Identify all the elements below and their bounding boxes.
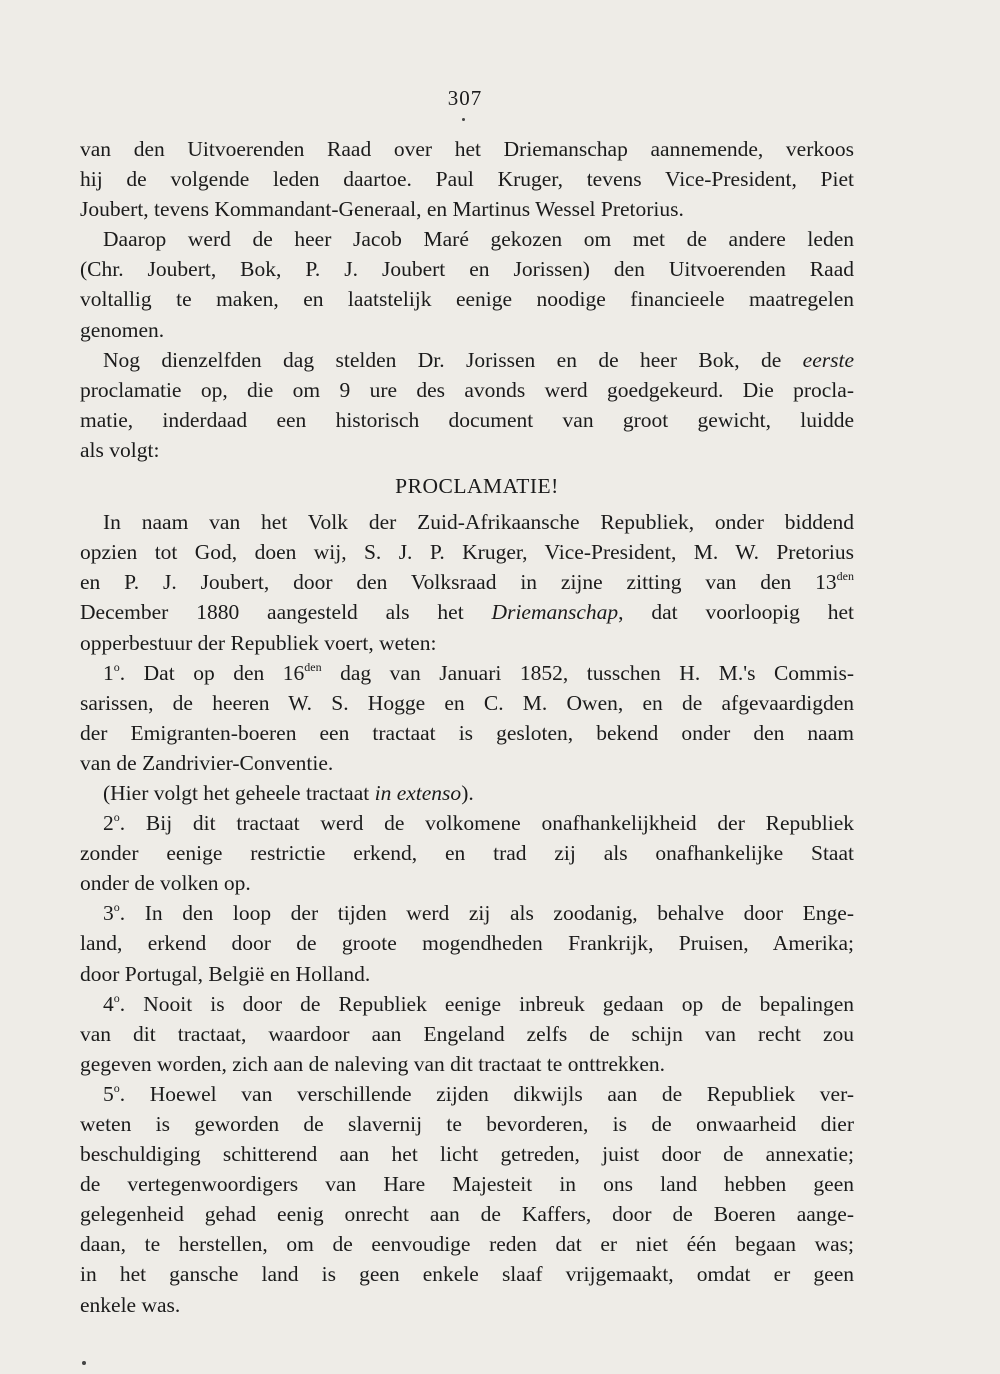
text-line: gegeven worden, zich aan de naleving van dit tractaat te onttrekken. xyxy=(80,1051,666,1076)
text-line: genomen. xyxy=(80,317,165,342)
text-run: Nog dienzelfden dag stelden Dr. Jorissen en de heer Bok, de xyxy=(103,347,782,372)
text-line: opperbestuur der Republiek voert, weten: xyxy=(80,630,437,655)
superscript: o xyxy=(113,1080,120,1095)
text-line xyxy=(80,1079,854,1109)
text-run: en P. J. Joubert, door den Volksraad in zijne zitting van den 13 xyxy=(80,570,837,595)
text-line: onder de volken op. xyxy=(80,871,251,896)
text-line: der Emigranten-boeren een tractaat is gesloten, bekend onder den naam xyxy=(80,720,854,745)
text-run: . In den loop der tijden werd zij als zoodanig, behalve door Enge- xyxy=(119,901,854,926)
print-speck xyxy=(462,118,465,121)
superscript: o xyxy=(113,990,120,1005)
text-run: 2 xyxy=(103,811,114,836)
text-line: weten is geworden de slavernij te bevorderen, is de onwaarheid dier xyxy=(80,1112,854,1136)
text-run: December 1880 aangesteld als het xyxy=(80,600,464,625)
text-line: Joubert, tevens Kommandant-Generaal, en Martinus Wessel Pretorius. xyxy=(80,197,684,222)
proclamation-heading: PROCLAMATIE! xyxy=(395,474,559,499)
text-line: door Portugal, België en Holland. xyxy=(80,961,371,986)
page-number: 307 xyxy=(447,86,483,110)
text-run: , dat voorloopig het xyxy=(618,600,855,625)
text-line: van den Uitvoerenden Raad over het Driemanschap aannemende, verkoos xyxy=(80,137,854,161)
text-line xyxy=(80,898,854,928)
text-line: voltallig te maken, en laatstelijk eenige noodige financieele maatregelen xyxy=(80,287,854,312)
italic-text: Driemanschap xyxy=(491,600,619,625)
superscript: den xyxy=(304,659,322,674)
text-run: . Hoewel van verschillende zijden dikwijls aan de Republiek ver- xyxy=(119,1081,854,1106)
text-line: hij de volgende leden daartoe. Paul Kruger, tevens Vice-President, Piet xyxy=(80,167,854,192)
text-line: van dit tractaat, waardoor aan Engeland zelfs de schijn van recht zou xyxy=(80,1021,854,1046)
text-line xyxy=(80,345,854,375)
text-line: Daarop werd de heer Jacob Maré gekozen om met de andere leden xyxy=(103,227,854,252)
text-line: daan, te herstellen, om de eenvoudige reden dat er niet één begaan was; xyxy=(80,1232,854,1257)
text-line: land, erkend door de groote mogendheden Frankrijk, Pruisen, Amerika; xyxy=(80,931,854,956)
superscript: den xyxy=(836,569,854,584)
text-run: . Nooit is door de Republiek eenige inbreuk gedaan op de bepalingen xyxy=(119,991,854,1016)
text-line: in het gansche land is geen enkele slaaf vrijgemaakt, omdat er geen xyxy=(80,1262,854,1287)
print-speck xyxy=(82,1361,86,1365)
text-line: beschuldiging schitterend aan het licht getreden, juist door de annexatie; xyxy=(80,1142,854,1167)
italic-text: in extenso xyxy=(374,780,462,805)
text-run: (Hier volgt het geheele tractaat xyxy=(103,780,370,805)
text-line: matie, inderdaad een historisch document van groot gewicht, luidde xyxy=(80,407,854,432)
text-line xyxy=(80,567,854,597)
text-run: . Dat op den 16 xyxy=(119,660,305,685)
superscript: o xyxy=(113,659,120,674)
italic-text: eerste xyxy=(802,347,854,372)
text-line: de vertegenwoordigers van Hare Majesteit in ons land hebben geen xyxy=(80,1172,854,1197)
body-text xyxy=(80,134,854,1320)
text-run: . Bij dit tractaat werd de volkomene onafhankelijkheid der Republiek xyxy=(119,811,854,836)
text-line: enkele was. xyxy=(80,1292,181,1317)
text-run: 4 xyxy=(103,991,114,1016)
text-run: 1 xyxy=(103,660,114,685)
text-line: (Chr. Joubert, Bok, P. J. Joubert en Jorissen) den Uitvoerenden Raad xyxy=(80,257,854,282)
text-line: proclamatie op, die om 9 ure des avonds werd goedgekeurd. Die procla- xyxy=(80,377,854,402)
superscript: o xyxy=(113,900,120,915)
text-run: 5 xyxy=(103,1081,114,1106)
text-run: 3 xyxy=(103,901,114,926)
text-line: gelegenheid gehad eenig onrecht aan de Kaffers, door de Boeren aange- xyxy=(80,1202,854,1227)
text-line: In naam van het Volk der Zuid-Afrikaansche Republiek, onder biddend xyxy=(103,510,854,535)
text-line xyxy=(80,778,854,808)
text-line xyxy=(80,658,854,688)
text-line: als volgt: xyxy=(80,437,160,462)
text-line: opzien tot God, doen wij, S. J. P. Kruger, Vice-President, M. W. Pretorius xyxy=(80,540,854,565)
text-line: van de Zandrivier-Conventie. xyxy=(80,750,334,775)
text-line xyxy=(80,808,854,838)
text-line: sarissen, de heeren W. S. Hogge en C. M. Owen, en de afgevaardigden xyxy=(80,690,854,715)
text-line xyxy=(80,989,854,1019)
text-run: dag van Januari 1852, tusschen H. M.'s Commis- xyxy=(321,660,854,685)
superscript: o xyxy=(113,810,120,825)
text-line: zonder eenige restrictie erkend, en trad zij als onafhankelijke Staat xyxy=(80,841,854,866)
text-run: ). xyxy=(461,780,474,805)
text-line xyxy=(80,597,854,627)
